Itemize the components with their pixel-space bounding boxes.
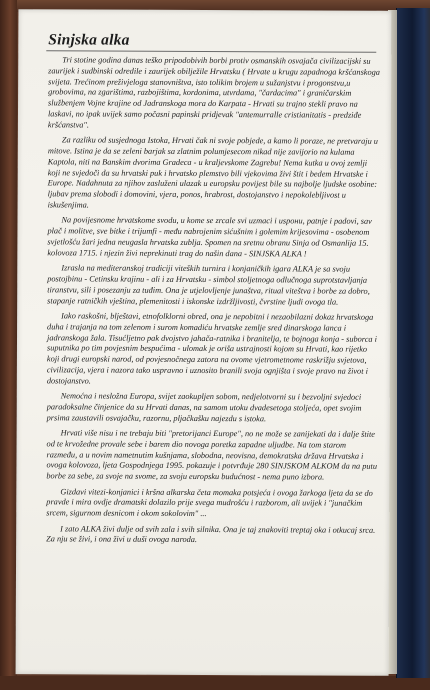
document-body <box>46 55 380 551</box>
paragraph-2: Za razliku od susjednoga Istoka, Hrvati čak ni svoje pobjede, a kamo li poraze, ne pretvaraju u mitove. Istina je da se zeleni barjak sa zlatnim polumjesecom nikad nije zavijorio na kulama Kaptola, niti na Banskim dvorima Gradeca - u kraljevskome Zagrebu! Nema kutka u ovoj zemlji koji ne svjedoči da su hrvatski puk i hrvatsko plemstvo bili vjekovima živi štit i bedem Hrvatske i Europe. Nadahnuta za njihov zasluženi ulazak u europsku povijest bile su najbolje ljudske osobine: ljubav prema slobodi i domovini, vjera, ponos, hrabrost, dostojanstvo i nepokolebljivost u iskušenjima. <box>47 135 378 210</box>
paragraph-1: Tri stotine godina danas teško pripodobivih borbi protiv osmanskih osvajača civilizacijski su zaurijek i sudbinski odredile i zaurijek obilježile Hrvatsku ( Hrvate u krugu zapadnoga kršćanskoga svijeta. Trećinom preživjeloga stanovništva, isto tolikim brojem u sužanjstvu i progonstvu,u grobovima, na zgarištima, razbojištima, kordonima, utvrdama, "čardacima" i graničarskim službenjem Vojne krajine od Jadranskoga mora do Karpata - Hrvati su trajno stekli pravo na laskavi, no ipak uvijek samo počasni papinski pridjevak "antemurralle cristianitatis - predziđe kršćanstva". <box>47 55 380 130</box>
document-title: Sinjska alka <box>48 31 130 49</box>
paragraph-6: Nemoćna i nesložna Europa, svijet zaokupljen sobom, nedjelotvorni su i bezvoljni svjedoci paradoksalne činjenice da su Hrvati danas, na samom utoku dvadesetoga stoljeća, opet svojim prsima zaustavili osvajačku, razornu, pljačkašku najezdu s istoka. <box>46 391 362 423</box>
book-cover-edge <box>396 8 430 678</box>
document-page <box>16 9 392 676</box>
paragraph-8: Gizdavi vitezi-konjanici i kršna alkarska četa momaka potsjeća i ovoga žarkoga ljeta da se do pravde i mira ovdje dramatski dolazilo prije svega mudrošću i razborom, ali uvijek i "junačkim srcem, sigurnom desnicom i okom sokolovim" ... <box>46 487 373 519</box>
wall-left-strip <box>0 0 17 690</box>
paragraph-9: I zato ALKA živi dulje od svih zala i svih silnika. Ona je taj znakoviti treptaj oka i otkucaj srca. Za nju se živi, i ona živi u duši ovoga naroda. <box>46 524 376 545</box>
paragraph-5: Iako raskošni, blještavi, etnofolklorni obred, ona je nepobitni i nezaobilazni dokaz hrvatskoga duha i trajanja na tom zelenom i surom komadiću hrvatske zemlje sred dinarskoga lanca i jadranskoga žala. Tisućljetno pak dvojstvo jahača-ratnika i branitelja, te bojnoga konja - suborca i suputnika po tim povjesnim bespućima - ulomak je oriša ustrajnosti kojom su Hrvati, kao rijetko koji drugi europski narod, od povjesnočnega zatora na ovome vjetrometnome raskrižju svjetova, civilizacija, vjera i nazora tako uspravno i uznosito branili svoja ognjišta i svoje pravo na život i dostojanstvo. <box>46 311 377 386</box>
paragraph-3: Na povijesnome hrvatskome svodu, u kome se zrcale svi uzmaci i uspони, patnje i padovi, sav plač i molitve, sve bitke i trijumfi - među nabrojenim sićušnim i golemim krijesovima - osobenom svjetlošću žari jedna neugasla hrvatska zublja. Spomen na sretnu obranu Sinja od Osmanlija 15. kolovoza 1715. i njezin živi neprekinuti trag do našin dana - SINJSKA ALKA ! <box>47 215 372 259</box>
paragraph-4: Izrasla na mediteranskoj tradiciji viteških turnira i konjaničkih igara ALKA je sa svoju postojbinu - Cetinsku krajinu - ali i za Hrvatsku - simbol stoljetnoga odlučnoga suprotstavljanja tiranstvu, sili i posezanju za tuđim. Ona je utjelovljenje junaštva, ritual viteštva i borbe za dobro, stapanje ratničkih vještina, plemenitosti i iskonske izdržljivosti, čvrstine ljudi ovoga tla. <box>47 263 370 307</box>
paragraph-7: Hrvati više nisu i ne trebaju biti "pretorijanci Europe", no ne može se zanijekati da i dalje štite od te krvožedne provale sebe i barem dio novoga poretka zapadne uljudbe. Na tom starom razmeđu, a u novim nametnutim kušnjama, slobodna, neovisna, demokratska država Hrvatska i ovoga kolovoza, ljeta Gospodnjega 1995. pokazuje i potvrđuje 280 SINJSKOM ALKOM da na putu borbe za sebe, za svoje na svome, za svoju europsku budućnost - nema puno izbora. <box>46 428 378 482</box>
wall-bottom-strip <box>0 676 430 690</box>
title-divider <box>46 50 376 52</box>
